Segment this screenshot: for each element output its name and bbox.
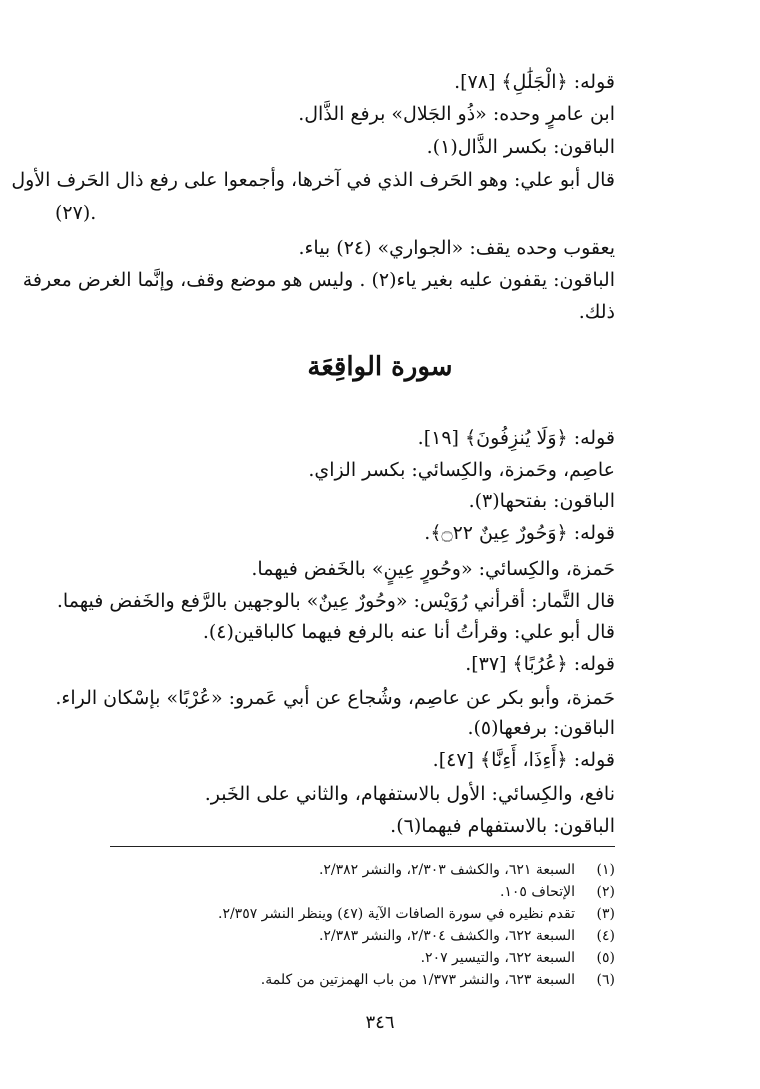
text-line: قوله: ﴿عُرُبًا﴾ [٣٧]. [465,653,615,675]
text-line: ذلك. [578,301,615,323]
text-line: قوله: ﴿الْجَلَٰلِ﴾ [٧٨]. [454,71,615,93]
footnote-text: السبعة ٦٢٢، والكشف ٢/٣٠٤، والنشر ٢/٣٨٣. [318,928,575,944]
surah-title: سورة الواقِعَة [307,352,453,382]
text-line: قال أبو علي: وهو الحَرف الذي في آخرها، وأجمعوا على رفع ذال الحَرف الأول [11,169,615,191]
footnote-text: السبعة ٦٢٣، والنشر ١/٣٧٣ من باب الهمزتين من كلمة. [260,972,575,988]
text-line: قال أبو علي: وقرأتُ أنا عنه بالرفع فيهما كالباقين(٤). [202,621,615,643]
footnote-number: (٢) [596,884,615,900]
text-line: حَمزة، والكِسائي: «وحُورٍ عِينٍ» بالخَفض فيهما. [251,558,615,580]
footnote-text: الإتحاف ١٠٥. [499,884,575,900]
footnote [100,948,615,968]
footnote-number: (٣) [596,906,615,922]
text-line: الباقون: برفعها(٥). [467,717,615,739]
text-line: عاصِم، وحَمزة، والكِسائي: بكسر الزاي. [308,459,615,481]
text-line: الباقون: بفتحها(٣). [468,490,615,512]
footnote-text: السبعة ٦٢١، والكشف ٢/٣٠٣، والنشر ٢/٣٨٢. [318,862,575,878]
footnote [100,970,615,990]
footnote-text: تقدم نظيره في سورة الصافات الآية (٤٧) وينظر النشر ٢/٣٥٧. [217,906,575,922]
footnote [100,882,615,902]
text-line: نافع، والكِسائي: الأول بالاستفهام، والثاني على الخَبر. [204,783,615,805]
footnote [100,860,615,880]
footnote-number: (١) [596,862,615,878]
footnote-number: (٦) [596,972,615,988]
text-line: قوله: ﴿أَءِذَا، أَءِنَّا﴾ [٤٧]. [432,749,615,771]
page-number: ٣٤٦ [365,1012,395,1033]
footnote [100,904,615,924]
text-line: الباقون: يقفون عليه بغير ياء(٢) . وليس هو موضع وقف، وإنَّما الغرض معرفة [22,269,615,291]
text-line: (٢٧). [55,202,97,224]
footnote-text: السبعة ٦٢٢، والتيسير ٢٠٧. [420,950,575,966]
text-line: ابن عامرٍ وحده: «ذُو الجَلال» برفع الذَّال. [298,103,615,125]
text-line: الباقون: بكسر الذَّال(١). [426,136,615,158]
text-line: قوله: ﴿وَلَا يُنزِفُونَ﴾ [١٩]. [417,427,615,449]
footnote-number: (٥) [596,950,615,966]
text-line: قال التَّمار: أقرأني رُوَيْس: «وحُورٌ عِينٌ» بالوجهين بالرَّفع والخَفض فيهما. [56,590,615,612]
text-line: حَمزة، وأبو بكر عن عاصِم، وشُجاع عن أبي عَمرو: «عُرْبًا» بإسْكان الراء. [55,687,615,709]
footnote-divider [110,846,615,847]
text-line: الباقون: بالاستفهام فيهما(٦). [390,815,615,837]
text-line: قوله: ﴿وَحُورٌ عِينٌ ۝٢٢﴾. [424,522,615,544]
footnote [100,926,615,946]
text-line: يعقوب وحده يقف: «الجواري» (٢٤) بياء. [298,237,615,259]
footnote-number: (٤) [596,928,615,944]
